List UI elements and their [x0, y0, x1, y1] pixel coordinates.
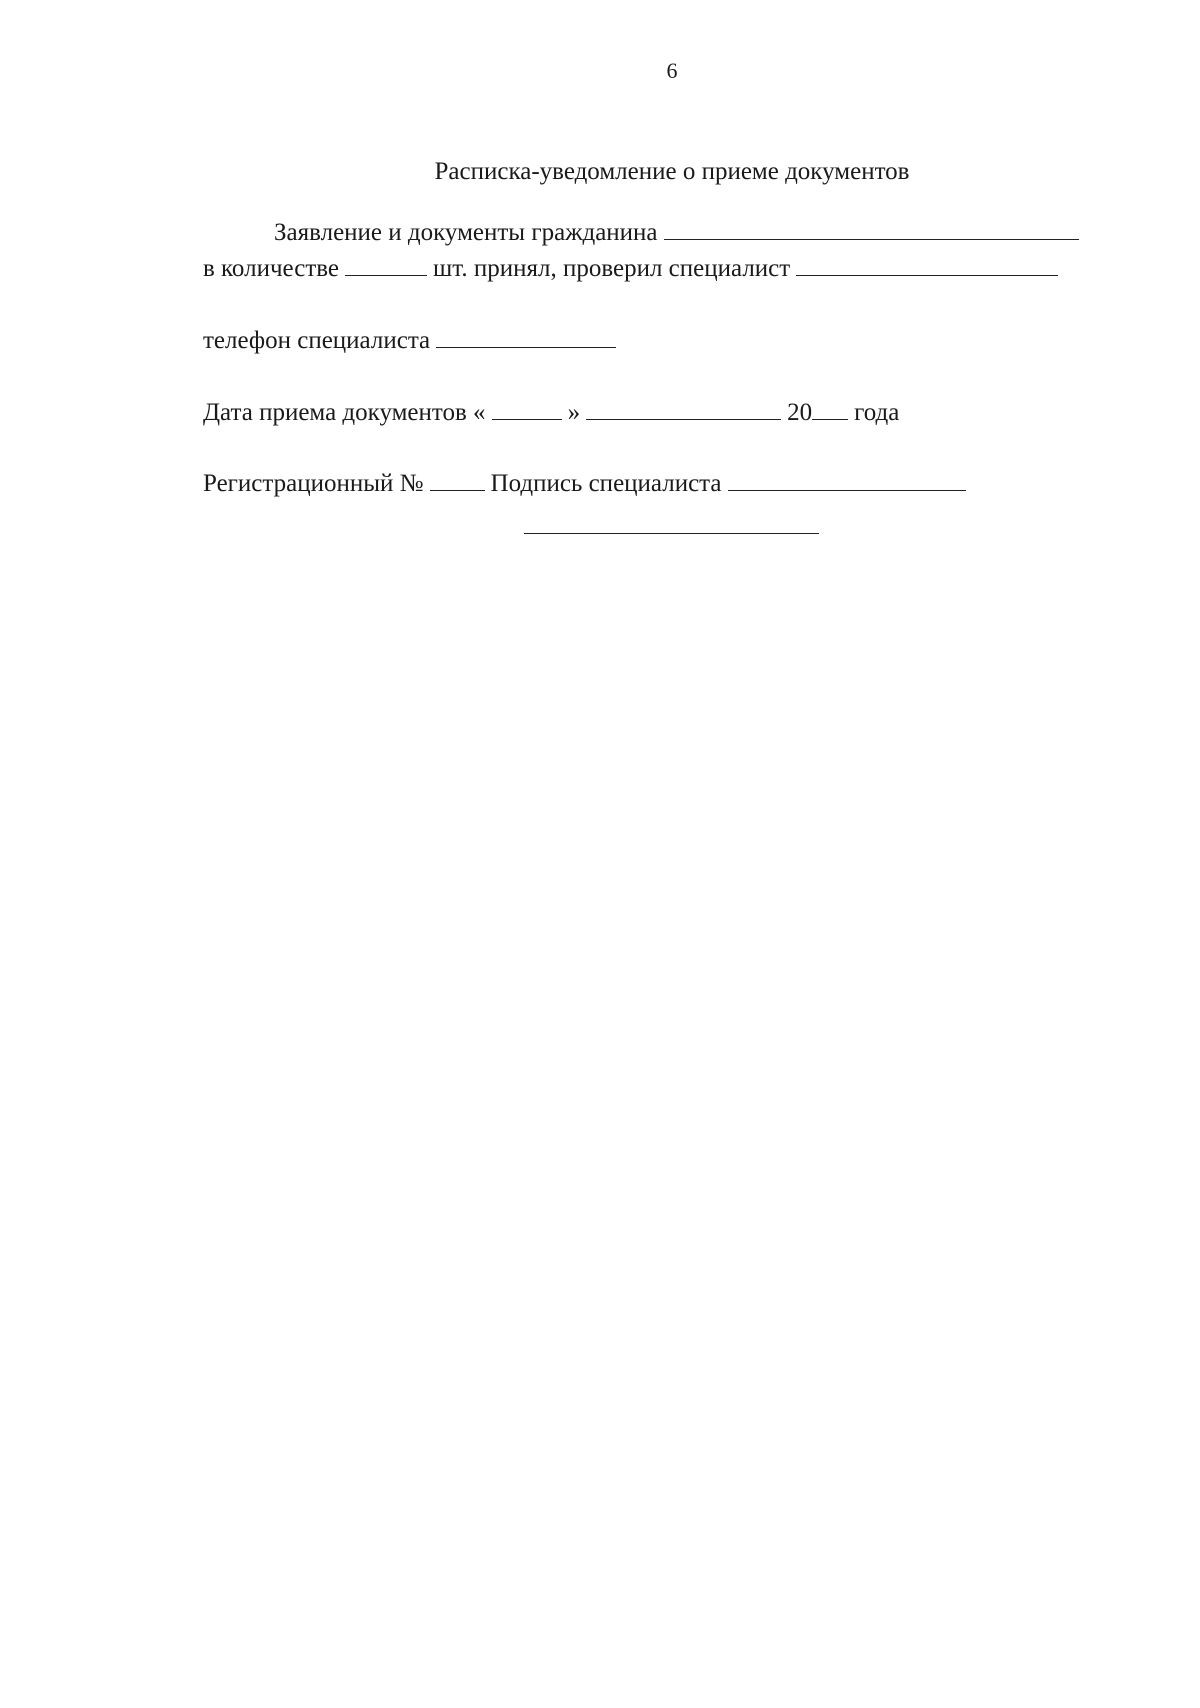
quantity-suffix-label: шт. принял, проверил специалист — [433, 255, 791, 282]
month-field[interactable] — [586, 395, 781, 420]
statement-line — [274, 215, 1085, 249]
signature-decryption-line[interactable] — [524, 533, 819, 534]
year-suffix: года — [854, 399, 900, 426]
document-title: Расписка-уведомление о приеме документов — [434, 158, 910, 185]
page-number: 6 — [666, 58, 678, 83]
registration-number-field[interactable] — [430, 466, 485, 491]
signature-field[interactable] — [728, 466, 966, 491]
specialist-name-field[interactable] — [796, 251, 1058, 276]
quantity-line — [203, 251, 1064, 285]
date-quote-close: » — [567, 399, 581, 426]
quantity-label: в количестве — [203, 255, 340, 282]
citizen-name-field[interactable] — [664, 215, 1079, 240]
phone-line — [203, 323, 622, 357]
statement-label: Заявление и документы гражданина — [274, 219, 658, 246]
year-prefix: 20 — [787, 399, 813, 426]
date-label: Дата приема документов « — [203, 399, 486, 426]
signature-label: Подпись специалиста — [490, 470, 722, 497]
phone-field[interactable] — [436, 323, 616, 348]
date-line — [203, 395, 899, 429]
phone-label: телефон специалиста — [203, 327, 431, 354]
registration-label: Регистрационный № — [203, 470, 424, 497]
quantity-field[interactable] — [345, 251, 427, 276]
day-field[interactable] — [492, 395, 562, 420]
year-field[interactable] — [812, 395, 848, 420]
registration-line — [203, 466, 972, 500]
